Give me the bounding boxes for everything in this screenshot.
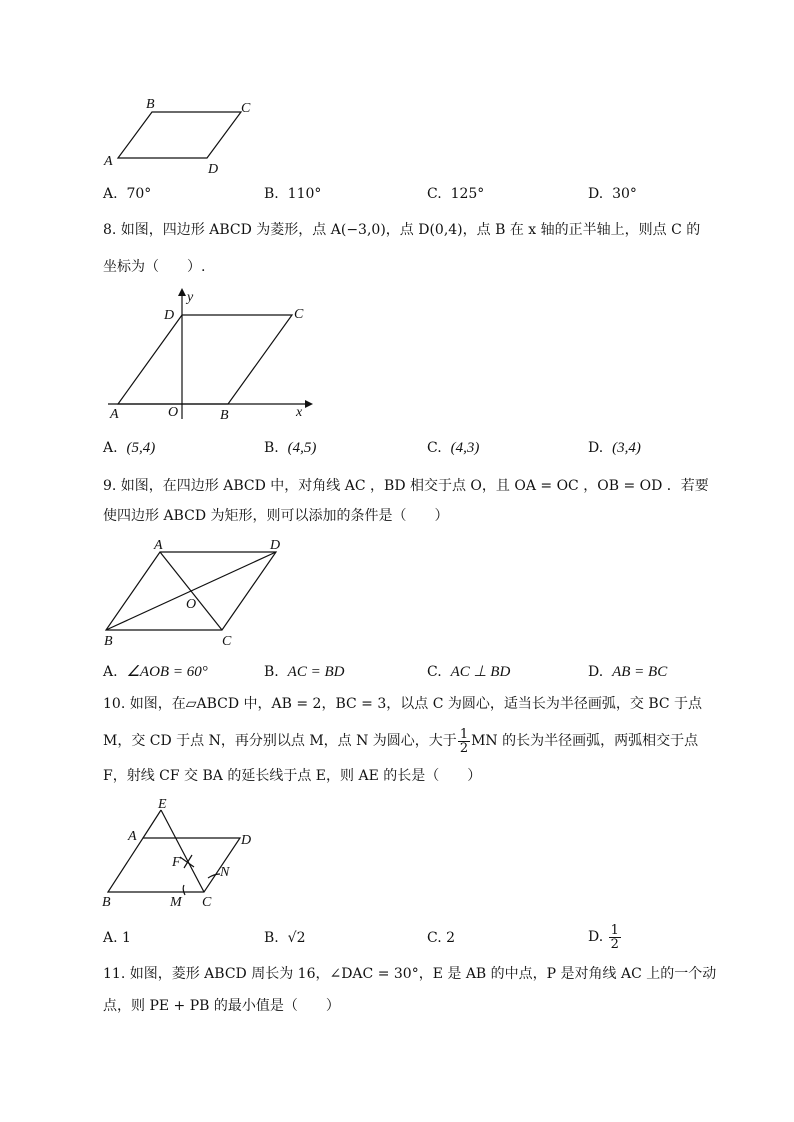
q7-label-c: C xyxy=(241,101,251,116)
q10-option-d[interactable]: D. $\frac{1}{2}$ xyxy=(588,922,619,952)
q8-option-a[interactable]: A. (5,4) xyxy=(103,440,156,456)
q10-question-line3: F，射线 CF 交 BA 的延长线于点 E，则 AE 的长是（ ） xyxy=(103,768,482,784)
q7-parallelogram xyxy=(118,112,241,158)
q7-label-d: D xyxy=(208,162,219,177)
q8-question-line1: 8. 如图，四边形 ABCD 为菱形，点 A(−3,0)，点 D(0,4)，点 B 在 x 轴的正半轴上，则点 C 的 xyxy=(103,222,701,238)
q9-label-c: C xyxy=(222,634,232,649)
q8-x-axis-arrow xyxy=(305,400,313,408)
q9-question-line2: 使四边形 ABCD 为矩形，则可以添加的条件是（ ） xyxy=(103,508,449,524)
q8-label-o: O xyxy=(168,405,179,420)
q8-label-y: y xyxy=(187,290,194,305)
q7-option-c[interactable]: C. 125° xyxy=(427,186,485,202)
q9-diagonal-bd xyxy=(106,552,276,630)
q10-label-c: C xyxy=(202,895,212,910)
q9-option-a[interactable]: A. ∠AOB = 60° xyxy=(103,664,208,680)
q9-label-b: B xyxy=(104,634,113,649)
q9-option-d[interactable]: D. AB = BC xyxy=(588,664,668,680)
q10-fraction-half: $\frac{1}{2}$ xyxy=(459,726,469,756)
q10-option-d-fraction: $\frac{1}{2}$ xyxy=(610,922,619,952)
q9-option-c[interactable]: C. AC ⊥ BD xyxy=(427,664,511,680)
q8-y-axis-arrow xyxy=(178,288,186,296)
q8-option-b[interactable]: B. (4,5) xyxy=(264,440,317,456)
q9-question-line1: 9. 如图，在四边形 ABCD 中，对角线 AC ，BD 相交于点 O，且 OA = OC ，OB = OD ．若要 xyxy=(103,478,709,494)
q10-question-line2: M，交 CD 于点 N，再分别以点 M，点 N 为圆心，大于 $\frac{1}{2}$ MN 的长为半径画弧，两弧相交于点 xyxy=(103,726,699,756)
q10-option-c[interactable]: C. 2 xyxy=(427,930,456,946)
q10-ray-ce xyxy=(161,810,204,892)
q10-option-a[interactable]: A. 1 xyxy=(103,930,131,946)
q7-option-d[interactable]: D. 30° xyxy=(588,186,637,202)
q10-label-n: N xyxy=(220,865,230,880)
q9-label-o: O xyxy=(186,597,197,612)
q7-label-b: B xyxy=(146,97,155,112)
q7-option-a[interactable]: A. 70° xyxy=(103,186,152,202)
q11-question-line1: 11. 如图，菱形 ABCD 周长为 16，∠DAC = 30°，E 是 AB 的中点，P 是对角线 AC 上的一个动 xyxy=(103,966,717,982)
q10-question-line1: 10. 如图，在▱ABCD 中，AB = 2，BC = 3，以点 C 为圆心，适当长为半径画弧，交 BC 于点 xyxy=(103,696,703,712)
q8-label-d: D xyxy=(164,308,175,323)
q9-option-b[interactable]: B. AC = BD xyxy=(264,664,345,680)
q11-question-line2: 点，则 PE + PB 的最小值是（ ） xyxy=(103,998,340,1014)
q8-label-a: A xyxy=(110,407,119,422)
q10-label-d: D xyxy=(241,833,252,848)
q8-option-d[interactable]: D. (3,4) xyxy=(588,440,641,456)
q7-label-a: A xyxy=(104,154,113,169)
q10-label-e: E xyxy=(158,797,167,812)
q10-label-b: B xyxy=(102,895,111,910)
q10-label-m: M xyxy=(170,895,182,910)
q8-question-line2: 坐标为（ ）. xyxy=(103,259,206,275)
q10-option-b[interactable]: B. √2 xyxy=(264,930,306,946)
q8-rhombus xyxy=(118,315,292,404)
q9-label-a: A xyxy=(154,538,163,553)
q8-label-c: C xyxy=(294,307,304,322)
q10-label-f: F xyxy=(172,855,181,870)
q9-quadrilateral-figure xyxy=(98,534,298,654)
q10-label-a: A xyxy=(128,829,137,844)
q8-rhombus-coordinate-figure xyxy=(100,284,320,424)
q10-arc-m xyxy=(183,885,185,895)
q10-ext-ba xyxy=(143,810,161,838)
q8-option-c[interactable]: C. (4,3) xyxy=(427,440,480,456)
q7-option-b[interactable]: B. 110° xyxy=(264,186,322,202)
q9-label-d: D xyxy=(270,538,281,553)
q8-label-b: B xyxy=(220,408,229,423)
q8-label-x: x xyxy=(296,405,303,420)
q10-construction-figure xyxy=(98,796,278,916)
q7-parallelogram-figure xyxy=(96,92,266,182)
